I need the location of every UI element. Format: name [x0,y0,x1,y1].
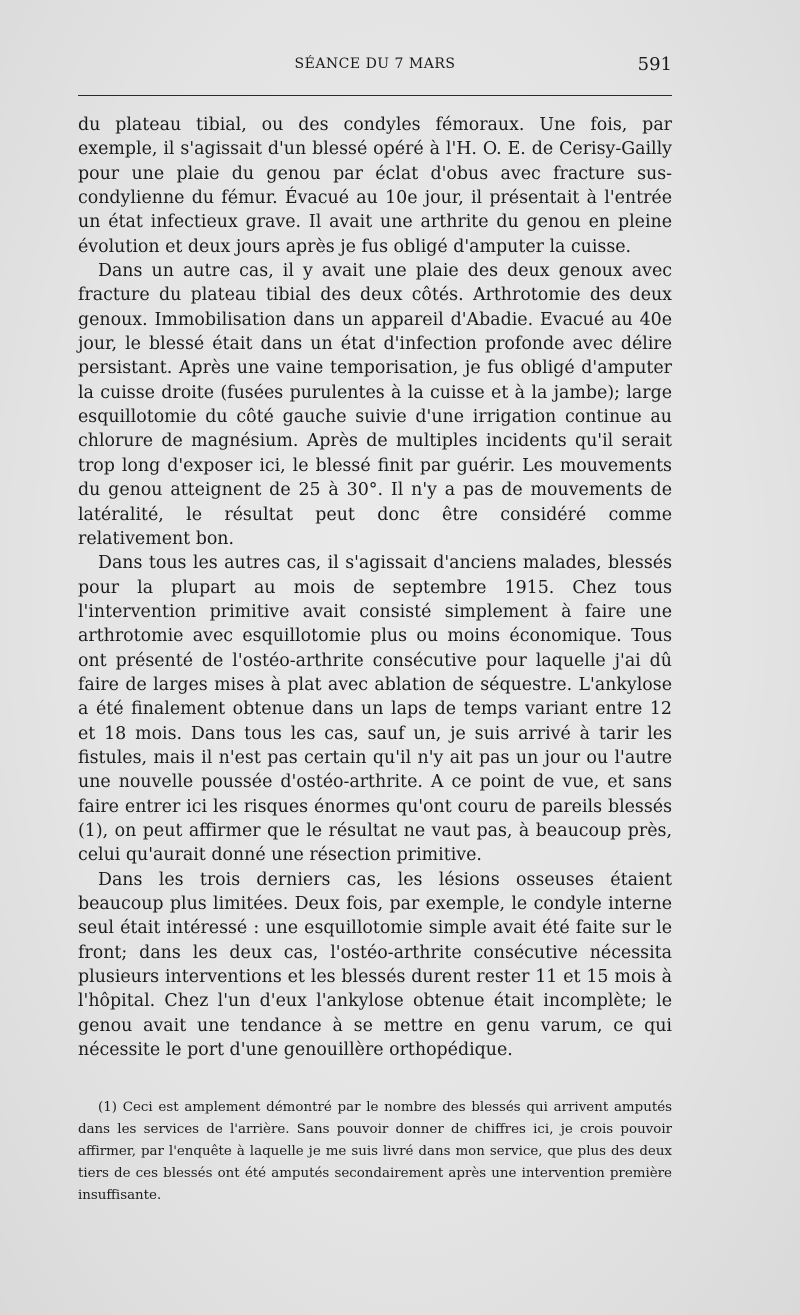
header-rule [78,95,672,96]
paragraph-2: Dans un autre cas, il y avait une plaie des deux genoux avec fracture du plateau tibial des deux côtés. Arthrotomie des deux genoux. Immobilisation dans un appareil d'Abadie. Evacué au 40e jour, le blessé était dans un état d'infection profonde avec délire persistant. Après une vaine temporisation, je fus obligé d'amputer la cuisse droite (fusées purulentes à la cuisse et à la jambe); large esquillotomie du côté gauche suivie d'une irrigation continue au chlorure de magnésium. Après de multiples incidents qu'il serait trop long d'exposer ici, le blessé finit par guérir. Les mouvements du genou atteignent de 25 à 30°. Il n'y a pas de mouvements de latéralité, le résultat peut donc être considéré comme relativement bon. [78,261,672,549]
running-title: SÉANCE DU 7 MARS [294,56,456,72]
footnote [78,1097,672,1207]
body-text [78,113,672,1062]
footnote-text: (1) Ceci est amplement démontré par le nombre des blessés qui arrivent amputés dans les services de l'arrière. Sans pouvoir donner de chiffres ici, je crois pouvoir affirmer, par l'enquête à laquelle je me suis livré dans mon service, que plus des deux tiers de ces blessés ont été amputés secondairement après une intervention première insuffisante. [78,1100,672,1203]
paragraph-3: Dans tous les autres cas, il s'agissait d'anciens malades, blessés pour la plupart au mois de septembre 1915. Chez tous l'intervention primitive avait consisté simplement à faire une arthrotomie avec esquillotomie plus ou moins économique. Tous ont présenté de l'ostéo-arthrite consécutive pour laquelle j'ai dû faire de larges mises à plat avec ablation de séquestre. L'ankylose a été finalement obtenue dans un laps de temps variant entre 12 et 18 mois. Dans tous les cas, sauf un, je suis arrivé à tarir les fistules, mais il n'est pas certain qu'il n'y ait pas un jour ou l'autre une nouvelle poussée d'ostéo-arthrite. A ce point de vue, et sans faire entrer ici les risques énormes qu'ont couru de pareils blessés (1), on peut affirmer que le résultat ne vaut pas, à beaucoup près, celui qu'aurait donné une résection primitive. [78,553,672,866]
running-head [78,56,672,78]
page-number: 591 [637,54,672,75]
paragraph-1: du plateau tibial, ou des condyles fémoraux. Une fois, par exemple, il s'agissait d'un blessé opéré à l'H. O. E. de Cerisy-Gailly pour une plaie du genou par éclat d'obus avec fracture sus-condylienne du fémur. Évacué au 10e jour, il présentait à l'entrée un état infectieux grave. Il avait une arthrite du genou en pleine évolution et deux jours après je fus obligé d'amputer la cuisse. [78,115,672,257]
paragraph-4: Dans les trois derniers cas, les lésions osseuses étaient beaucoup plus limitées. Deux fois, par exemple, le condyle interne seul était intéressé : une esquillotomie simple avait été faite sur le front; dans les deux cas, l'ostéo-arthrite consécutive nécessita plusieurs interventions et les blessés durent rester 11 et 15 mois à l'hôpital. Chez l'un d'eux l'ankylose obtenue était incomplète; le genou avait une tendance à se mettre en genu varum, ce qui nécessite le port d'une genouillère orthopédique. [78,869,672,1061]
